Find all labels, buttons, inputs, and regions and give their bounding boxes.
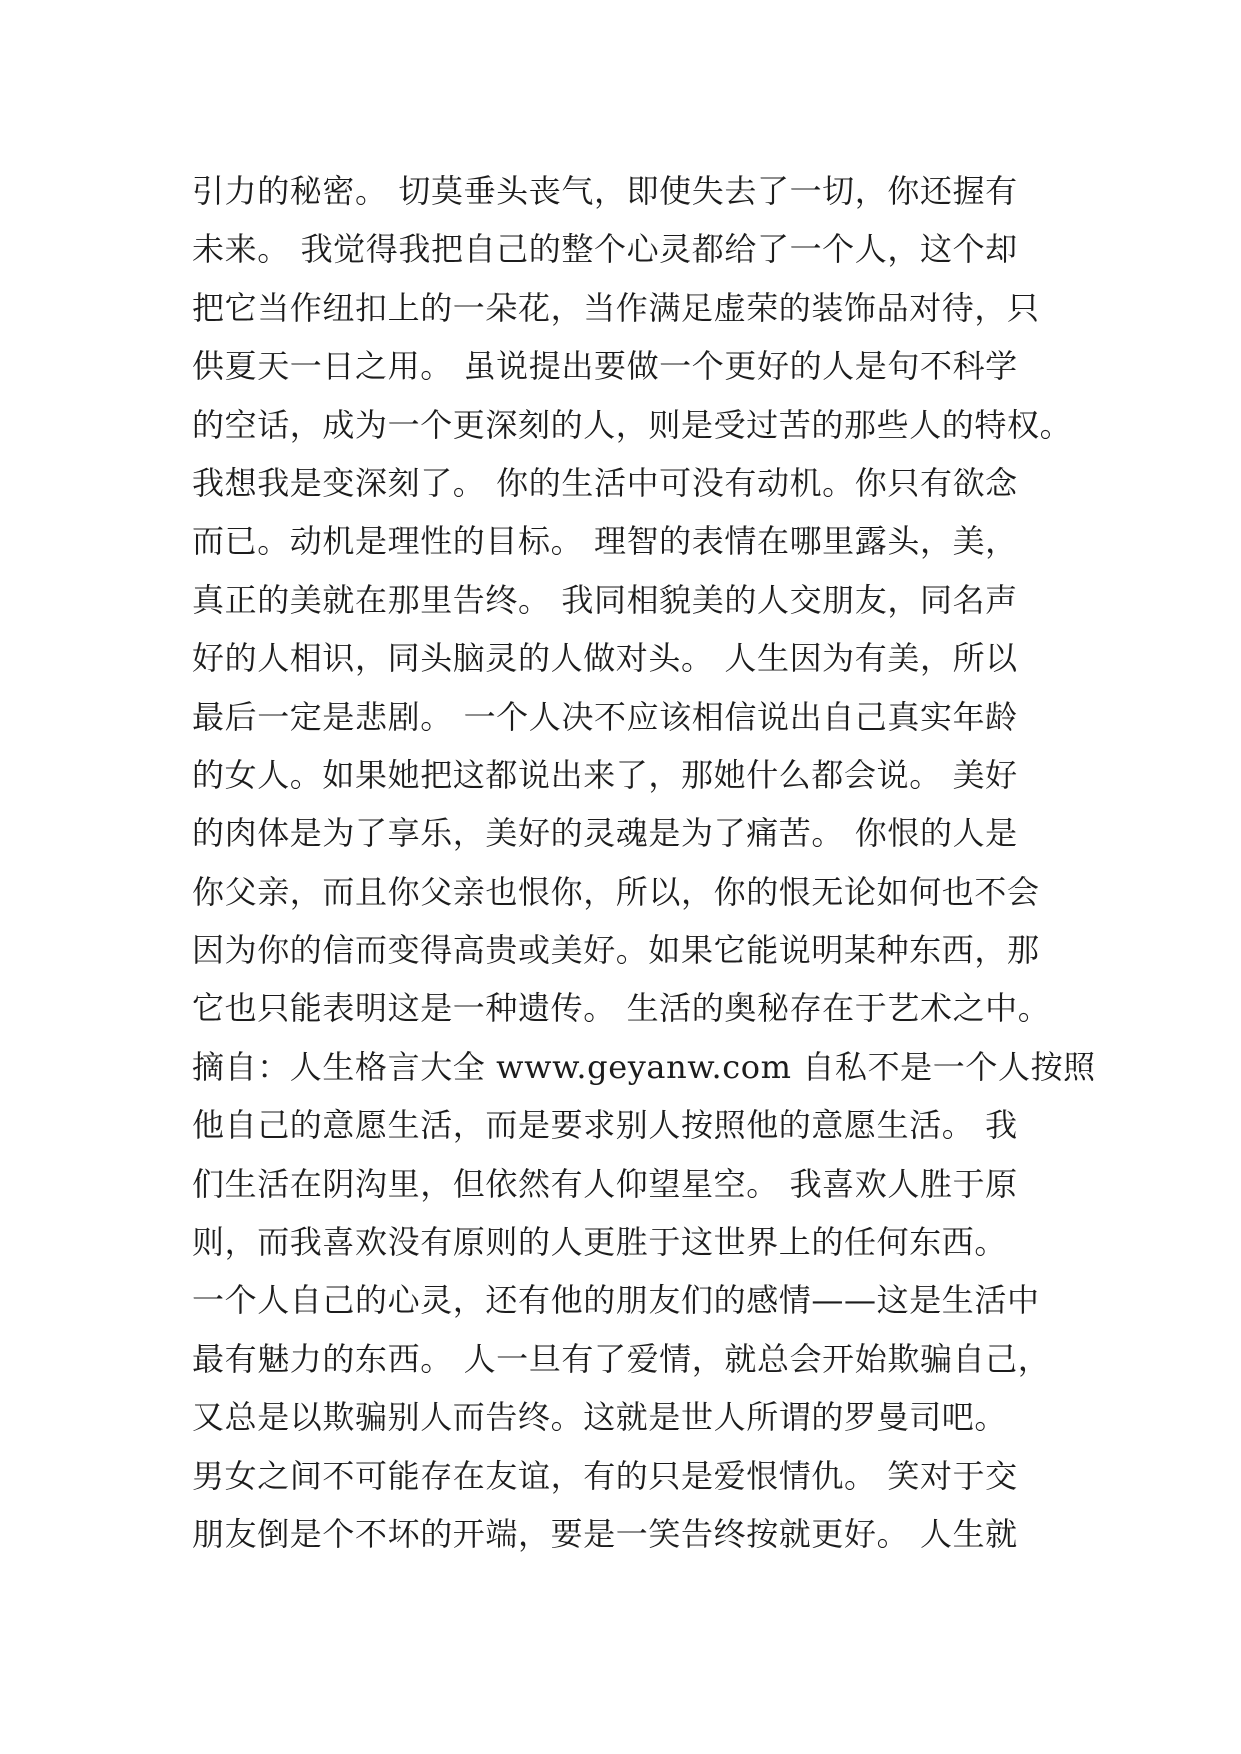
- text-line: 们生活在阴沟里，但依然有人仰望星空。 我喜欢人胜于原: [192, 1164, 1018, 1203]
- body-text: [192, 162, 1096, 1563]
- text-line: 男女之间不可能存在友谊，有的只是爱恨情仇。 笑对于交: [192, 1456, 1018, 1495]
- text-line: 朋友倒是个不坏的开端，要是一笑告终按就更好。 人生就: [192, 1514, 1018, 1553]
- text-line: 好的人相识，同头脑灵的人做对头。 人生因为有美，所以: [192, 639, 1018, 678]
- text-line: 最有魅力的东西。 人一旦有了爱情，就总会开始欺骗自己，: [192, 1339, 1051, 1378]
- text-line: 未来。 我觉得我把自己的整个心灵都给了一个人，这个却: [192, 230, 1018, 269]
- text-line: 我想我是变深刻了。 你的生活中可没有动机。你只有欲念: [192, 463, 1018, 502]
- text-line: 因为你的信而变得高贵或美好。如果它能说明某种东西，那: [192, 931, 1040, 970]
- text-line: 又总是以欺骗别人而告终。这就是世人所谓的罗曼司吧。: [192, 1398, 1008, 1437]
- text-line: 真正的美就在那里告终。 我同相貌美的人交朋友，同名声: [192, 580, 1018, 619]
- text-line: 引力的秘密。 切莫垂头丧气，即使失去了一切，你还握有: [192, 172, 1018, 210]
- text-line: 则，而我喜欢没有原则的人更胜于这世界上的任何东西。: [192, 1223, 1008, 1262]
- text-line: 摘自：人生格言大全 www.geyanw.com 自私不是一个人按照: [192, 1047, 1096, 1086]
- text-line: 而已。动机是理性的目标。 理智的表情在哪里露头，美，: [192, 522, 1018, 561]
- text-line: 你父亲，而且你父亲也恨你，所以，你的恨无论如何也不会: [192, 872, 1040, 911]
- text-line: 它也只能表明这是一种遗传。 生活的奥秘存在于艺术之中。: [192, 989, 1051, 1028]
- text-line: 最后一定是悲剧。 一个人决不应该相信说出自己真实年龄: [192, 697, 1018, 736]
- text-line: 供夏天一日之用。 虽说提出要做一个更好的人是句不科学: [192, 347, 1018, 386]
- text-line: 一个人自己的心灵，还有他的朋友们的感情——这是生活中: [192, 1281, 1040, 1320]
- text-line: 他自己的意愿生活，而是要求别人按照他的意愿生活。 我: [192, 1106, 1018, 1145]
- text-line: 的空话，成为一个更深刻的人，则是受过苦的那些人的特权。: [192, 405, 1073, 444]
- text-line: 把它当作纽扣上的一朵花，当作满足虚荣的装饰品对待，只: [192, 288, 1040, 327]
- text-line: 的女人。如果她把这都说出来了，那她什么都会说。 美好: [192, 755, 1018, 794]
- text-line: 的肉体是为了享乐，美好的灵魂是为了痛苦。 你恨的人是: [192, 814, 1018, 853]
